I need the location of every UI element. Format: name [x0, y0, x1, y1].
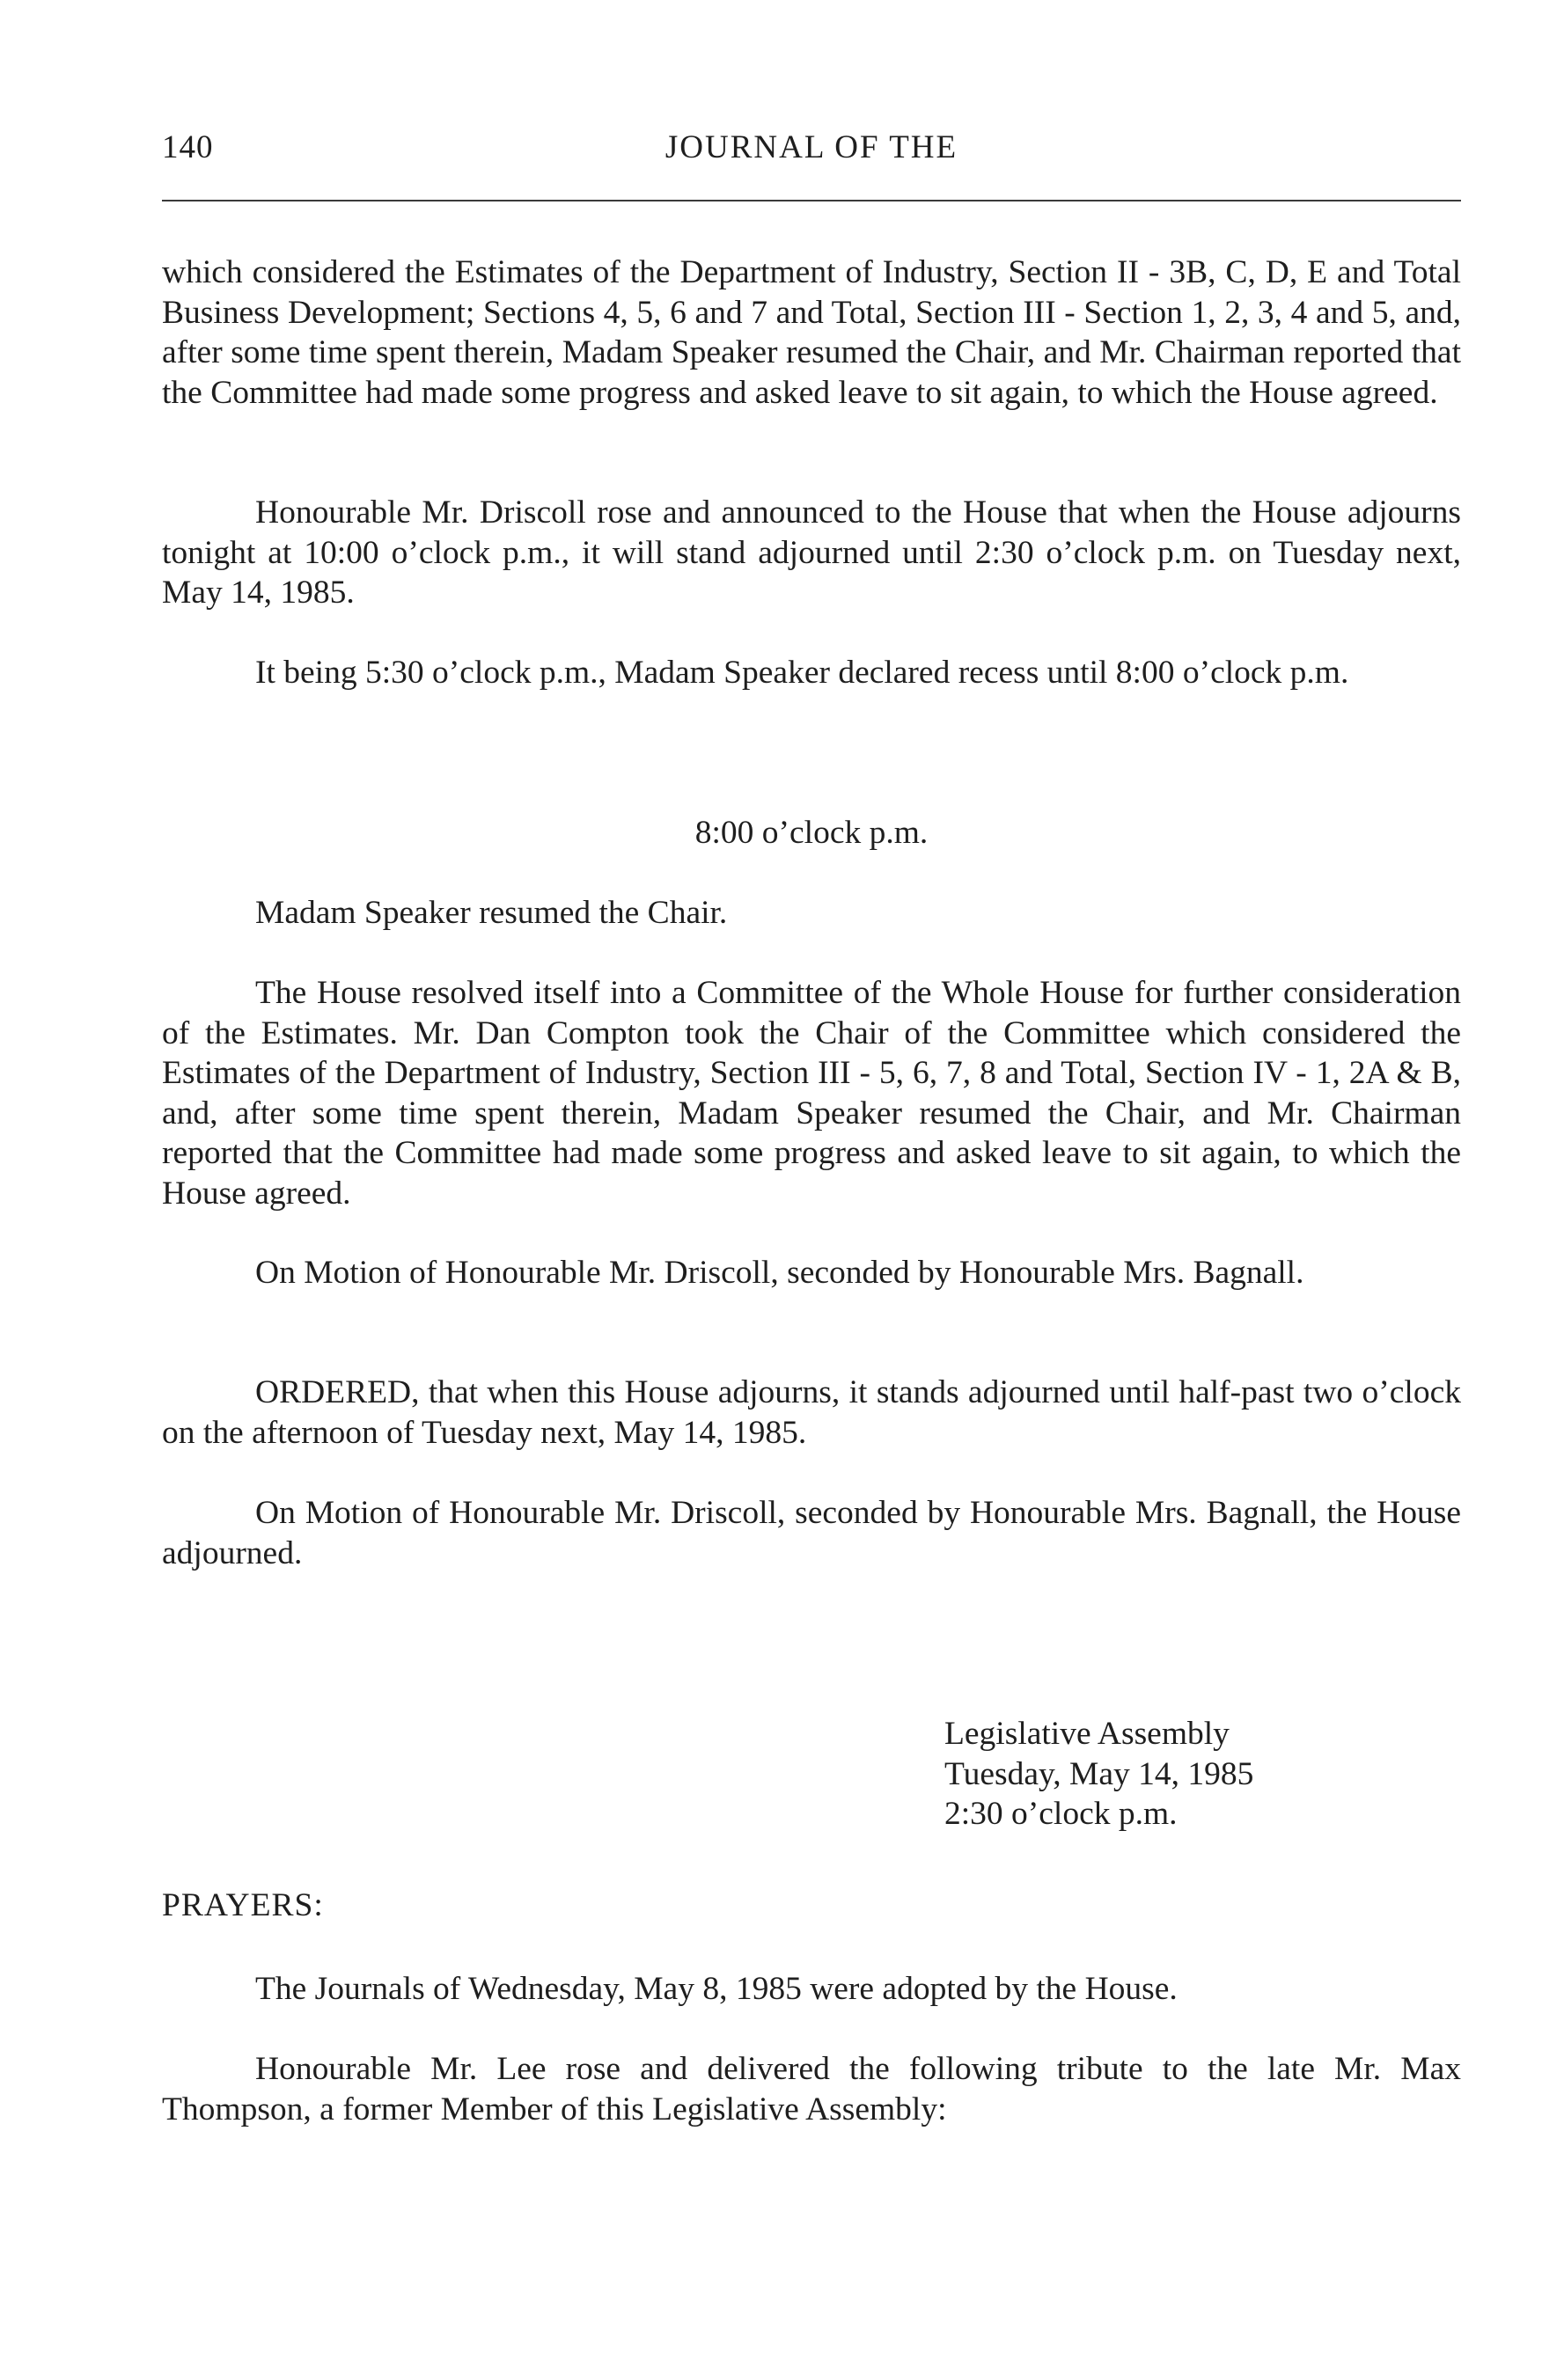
time-heading: 8:00 o’clock p.m. — [694, 815, 929, 851]
header-rule — [162, 200, 1461, 201]
paragraph-estimates-continued: which considered the Estimates of the Department of Industry, Section II - 3B, C, D, E and Total Business Development; Sections 4, 5, 6 and 7 and Total, Section III - Section 1, 2, 3, 4 and 5, and, after some time spent therein, Madam Speaker resumed the Chair, and Mr. Chairman reported that the Committee had made some progress and asked leave to sit again, to which the House agreed. — [162, 254, 1461, 411]
prayers-label: PRAYERS: — [162, 1887, 324, 1923]
sitting-time: 2:30 o’clock p.m. — [944, 1796, 1178, 1832]
paragraph-motion-driscoll: On Motion of Honourable Mr. Driscoll, seconded by Honourable Mrs. Bagnall. — [255, 1255, 1304, 1291]
sitting-heading — [944, 1714, 1253, 1834]
running-head: JOURNAL OF THE — [665, 129, 958, 165]
paragraph-speaker-resumed: Madam Speaker resumed the Chair. — [255, 895, 728, 931]
paragraph-house-adjourned: On Motion of Honourable Mr. Driscoll, seconded by Honourable Mrs. Bagnall, the House adjourned. — [162, 1495, 1461, 1571]
page-number: 140 — [162, 129, 214, 165]
paragraph-adjournment-announcement: Honourable Mr. Driscoll rose and announced to the House that when the House adjourns tonight at 10:00 o’clock p.m., it will stand adjourned until 2:30 o’clock p.m. on Tuesday next, May 14, 1985. — [162, 494, 1461, 611]
page-header — [162, 128, 1461, 181]
paragraph-recess: It being 5:30 o’clock p.m., Madam Speaker declared recess until 8:00 o’clock p.m. — [255, 655, 1349, 691]
paragraph-committee-of-whole: The House resolved itself into a Committee of the Whole House for further consideration of the Estimates. Mr. Dan Compton took the Chair of the Committee which considered the Estimates of the Department of Industry, Section III - 5, 6, 7, 8 and Total, Section IV - 1, 2A & B, and, after some time spent therein, Madam Speaker resumed the Chair, and Mr. Chairman reported that the Committee had made some progress and asked leave to sit again, to which the House agreed. — [162, 975, 1461, 1212]
assembly-name: Legislative Assembly — [944, 1716, 1230, 1752]
paragraph-journals-adopted: The Journals of Wednesday, May 8, 1985 were adopted by the House. — [255, 1971, 1178, 2007]
sitting-date: Tuesday, May 14, 1985 — [944, 1755, 1254, 1792]
paragraph-tribute: Honourable Mr. Lee rose and delivered the following tribute to the late Mr. Max Thompson, a former Member of this Legislative Assembly: — [162, 2051, 1461, 2127]
paragraph-ordered: ORDERED, that when this House adjourns, it stands adjourned until half-past two o’clock on the afternoon of Tuesday next, May 14, 1985. — [162, 1374, 1461, 1451]
